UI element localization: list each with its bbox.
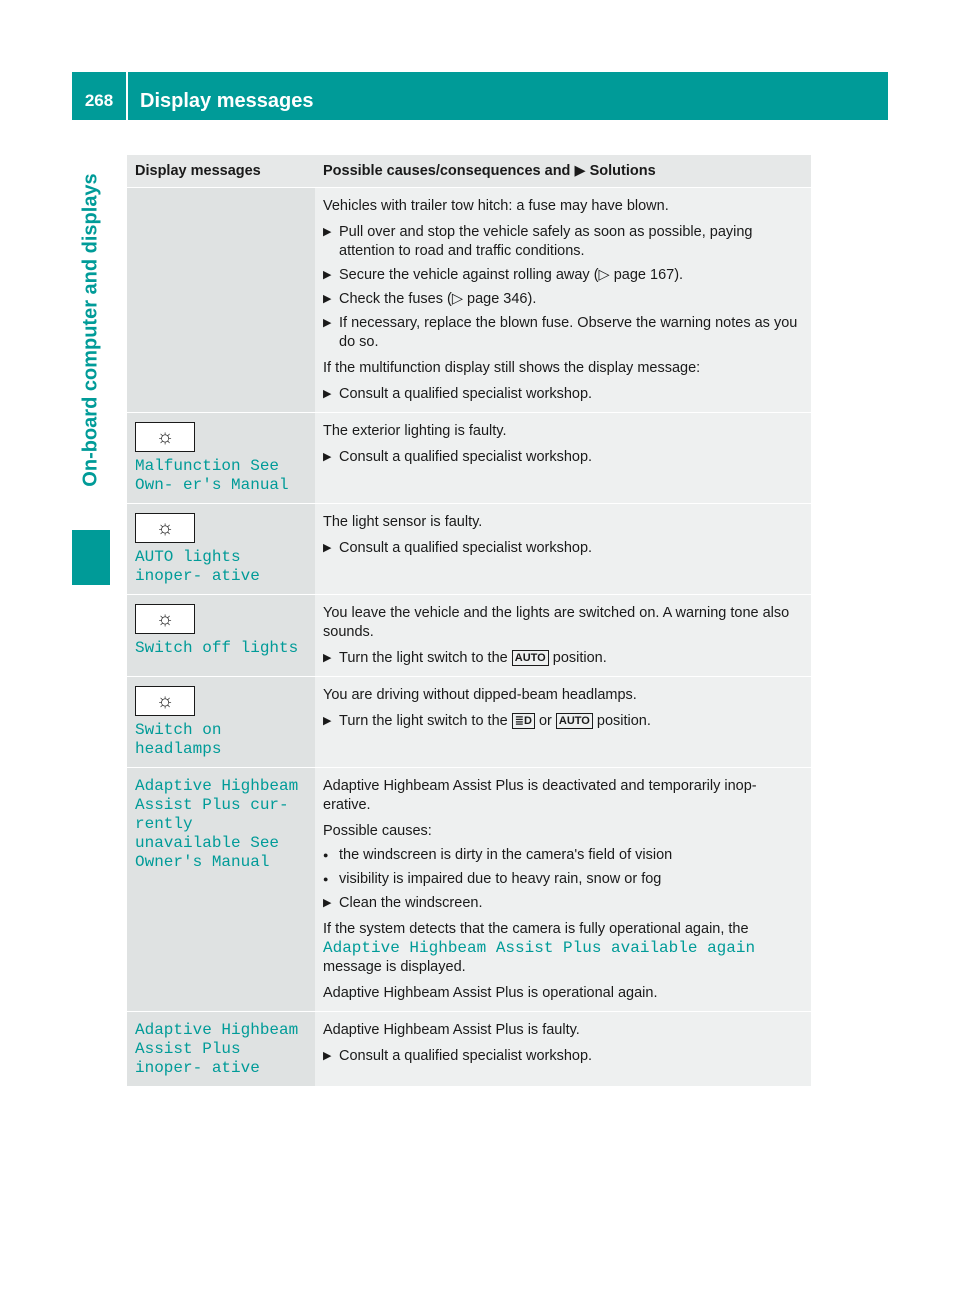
step-arrow-icon: ▶: [323, 388, 332, 400]
table-row: [127, 1011, 811, 1086]
message-cell: [127, 188, 315, 412]
header-display-messages: Display messages: [135, 163, 261, 179]
page-number: 268: [84, 91, 114, 110]
cause-text: You leave the vehicle and the lights are switched on. A warning tone also sounds.: [323, 605, 790, 640]
cause-text: You are driving without dipped-beam headlamps.: [323, 687, 637, 703]
solution-step: ▶ Pull over and stop the vehicle safely as soon as possible, paying attention to road and traffic conditions.: [323, 224, 753, 259]
solution-cell: [315, 595, 811, 676]
solution-step: ▶ Clean the windscreen.: [323, 895, 483, 911]
exterior-lamp-icon: ☼: [135, 686, 195, 716]
step-arrow-icon: ▶: [323, 652, 332, 664]
table-row: [127, 676, 811, 767]
solution-step: ▶ Turn the light switch to the AUTO position.: [323, 650, 607, 666]
exterior-lamp-icon: ☼: [135, 513, 195, 543]
display-message: Malfunction See Own‐ er's Manual: [135, 457, 289, 494]
message-cell: [127, 677, 315, 767]
solution-cell: [315, 1012, 811, 1086]
solution-step: ▶ Consult a qualified specialist workshop.: [323, 1048, 593, 1064]
step-arrow-icon: ▶: [323, 317, 332, 329]
solution-step: ▶ If necessary, replace the blown fuse. Observe the warning notes as you do so.: [323, 315, 798, 350]
solution-step: ▶ Secure the vehicle against rolling away (▷ page 167).: [323, 267, 684, 283]
auto-light-switch-icon: AUTO: [512, 650, 549, 666]
bullet-icon: ●: [323, 874, 329, 884]
message-cell: [127, 504, 315, 594]
page-reference[interactable]: page 167).: [613, 267, 684, 283]
cause-text: If the multifunction display still shows the display message:: [323, 360, 701, 376]
step-arrow-icon: ▶: [323, 269, 332, 281]
display-message: Switch on headlamps: [135, 721, 222, 758]
solution-step: ▶ Consult a qualified specialist workshop.: [323, 540, 593, 556]
dipped-beam-icon: ≣D: [512, 713, 535, 729]
message-cell: [127, 595, 315, 676]
page-ref-icon: ▷: [451, 291, 463, 307]
message-cell: [127, 413, 315, 503]
cause-text: Possible causes:: [323, 823, 432, 839]
cause-text: If the system detects that the camera is fully operational again, the Adaptive Highbeam Assist Plus available again message is displayed.: [323, 921, 756, 975]
display-message: Switch off lights: [135, 639, 299, 657]
page-ref-icon: ▷: [598, 267, 610, 283]
page-header: [72, 72, 888, 120]
solution-cell: [315, 188, 811, 412]
step-arrow-icon: ▶: [323, 293, 332, 305]
solution-step: ▶ Check the fuses (▷ page 346).: [323, 291, 537, 307]
display-message: Adaptive Highbeam Assist Plus inoper‐ ative: [135, 1021, 299, 1077]
cause-text: Adaptive Highbeam Assist Plus is deactivated and temporarily inop‐ erative.: [323, 778, 757, 813]
solution-step: ▶ Consult a qualified specialist workshop.: [323, 449, 593, 465]
step-arrow-icon: ▶: [323, 226, 332, 238]
page-reference[interactable]: page 346).: [467, 291, 537, 307]
cause-text: The exterior lighting is faulty.: [323, 423, 507, 439]
cause-text: Adaptive Highbeam Assist Plus is operational again.: [323, 985, 658, 1001]
table-row: [127, 503, 811, 594]
cause-bullet: ● visibility is impaired due to heavy rain, snow or fog: [323, 871, 662, 887]
solution-step: ▶ Turn the light switch to the ≣D or AUTO position.: [323, 713, 651, 729]
table-row: [127, 767, 811, 1011]
display-message: AUTO lights inoper‐ ative: [135, 548, 260, 585]
display-messages-table: [127, 155, 811, 1086]
side-tab: [72, 130, 110, 530]
step-arrow-icon: ▶: [323, 1050, 332, 1062]
header-causes-solutions: Possible causes/consequences and ▶ Solutions: [323, 163, 656, 179]
table-row: [127, 412, 811, 503]
page-title: Display messages: [140, 90, 314, 112]
step-arrow-icon: ▶: [323, 542, 332, 554]
solution-cell: [315, 413, 811, 503]
display-message: Adaptive Highbeam Assist Plus cur‐ rently unavailable See Owner's Manual: [135, 777, 299, 871]
cause-text: Adaptive Highbeam Assist Plus is faulty.: [323, 1022, 580, 1038]
bullet-icon: ●: [323, 850, 329, 860]
auto-light-switch-icon: AUTO: [556, 713, 593, 729]
solution-cell: [315, 768, 811, 1011]
table-row: [127, 594, 811, 676]
display-message-inline: Adaptive Highbeam Assist Plus available again: [323, 939, 756, 957]
table-header: [127, 155, 811, 187]
message-cell: [127, 768, 315, 1011]
cause-text: The light sensor is faulty.: [323, 514, 483, 530]
cause-bullet: ● the windscreen is dirty in the camera's field of vision: [323, 847, 673, 863]
step-arrow-icon: ▶: [323, 451, 332, 463]
solution-step: ▶ Consult a qualified specialist workshop.: [323, 386, 593, 402]
exterior-lamp-icon: ☼: [135, 422, 195, 452]
solution-cell: [315, 677, 811, 767]
message-cell: [127, 1012, 315, 1086]
table-row: [127, 187, 811, 412]
side-tab-label: On-board computer and displays: [79, 173, 102, 487]
exterior-lamp-icon: ☼: [135, 604, 195, 634]
step-arrow-icon: ▶: [323, 897, 332, 909]
header-divider: [126, 72, 128, 120]
side-tab-marker: [72, 530, 110, 585]
cause-text: Vehicles with trailer tow hitch: a fuse may have blown.: [323, 198, 669, 214]
step-arrow-icon: ▶: [323, 715, 332, 727]
solution-cell: [315, 504, 811, 594]
